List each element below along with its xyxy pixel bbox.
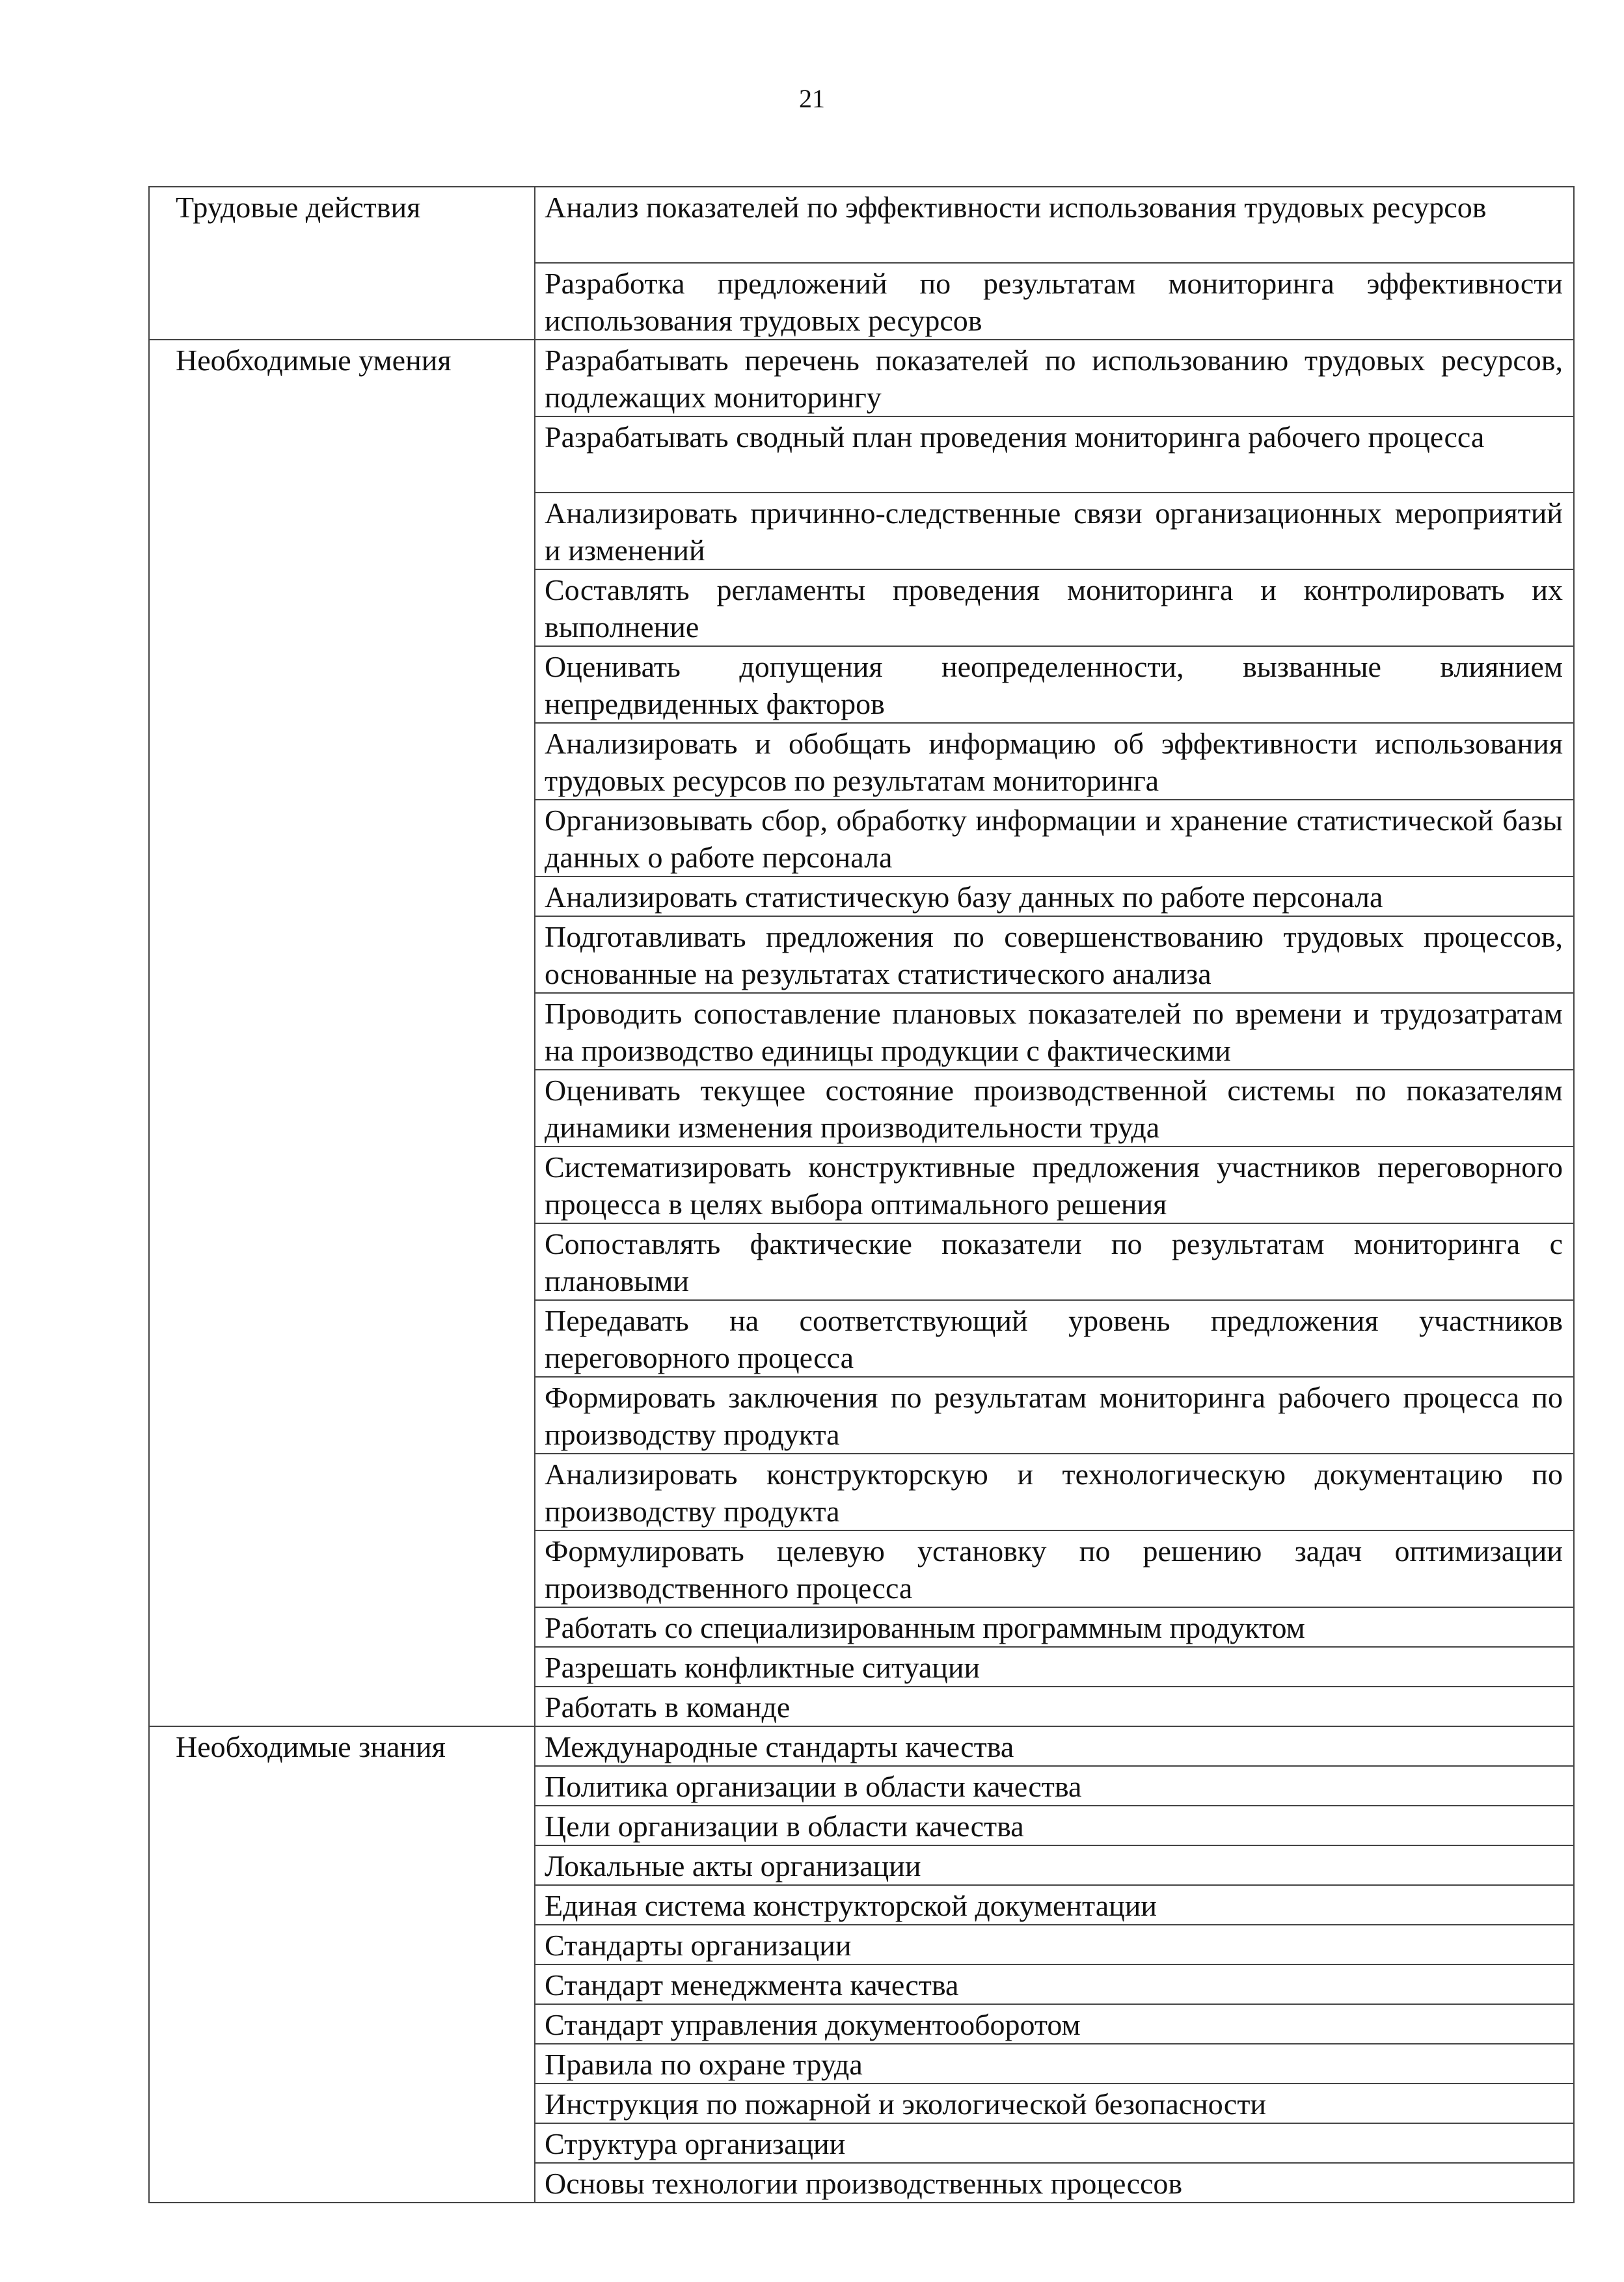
section-label-labor-actions: Трудовые действия bbox=[149, 187, 535, 340]
table-cell: Разработка предложений по результатам мониторинга эффективности использования трудовых ресурсов bbox=[535, 263, 1574, 340]
table-cell: Работать в команде bbox=[535, 1687, 1574, 1726]
table-cell: Разрабатывать перечень показателей по использованию трудовых ресурсов, подлежащих мониторингу bbox=[535, 340, 1574, 416]
table-cell: Стандарт менеджмента качества bbox=[535, 1964, 1574, 2004]
table-cell: Формировать заключения по результатам мониторинга рабочего процесса по производству продукта bbox=[535, 1377, 1574, 1454]
table-cell: Передавать на соответствующий уровень предложения участников переговорного процесса bbox=[535, 1300, 1574, 1377]
table-cell: Анализ показателей по эффективности использования трудовых ресурсов bbox=[535, 187, 1574, 263]
table-cell: Подготавливать предложения по совершенствованию трудовых процессов, основанные на результатах статистического анализа bbox=[535, 916, 1574, 993]
section-label-required-knowledge: Необходимые знания bbox=[149, 1726, 535, 2203]
table-cell: Локальные акты организации bbox=[535, 1845, 1574, 1885]
table-cell: Стандарт управления документооборотом bbox=[535, 2004, 1574, 2044]
table-cell: Составлять регламенты проведения мониторинга и контролировать их выполнение bbox=[535, 569, 1574, 646]
table-cell: Проводить сопоставление плановых показателей по времени и трудозатратам на производство единицы продукции с фактическими bbox=[535, 993, 1574, 1070]
table-cell: Политика организации в области качества bbox=[535, 1766, 1574, 1806]
table-cell: Правила по охране труда bbox=[535, 2044, 1574, 2084]
qualification-table bbox=[148, 186, 1575, 2203]
table-cell: Основы технологии производственных процессов bbox=[535, 2163, 1574, 2203]
table-cell: Оценивать допущения неопределенности, вызванные влиянием непредвиденных факторов bbox=[535, 646, 1574, 723]
table-row bbox=[149, 1726, 1574, 1766]
table-cell: Оценивать текущее состояние производственной системы по показателям динамики изменения производительности труда bbox=[535, 1070, 1574, 1147]
table-cell: Сопоставлять фактические показатели по результатам мониторинга с плановыми bbox=[535, 1223, 1574, 1300]
table-cell: Инструкция по пожарной и экологической безопасности bbox=[535, 2084, 1574, 2123]
section-label-required-skills: Необходимые умения bbox=[149, 340, 535, 1726]
table-cell: Анализировать и обобщать информацию об эффективности использования трудовых ресурсов по результатам мониторинга bbox=[535, 723, 1574, 800]
table-cell: Разрешать конфликтные ситуации bbox=[535, 1647, 1574, 1687]
table-cell: Международные стандарты качества bbox=[535, 1726, 1574, 1766]
table-row bbox=[149, 340, 1574, 416]
table-cell: Анализировать статистическую базу данных по работе персонала bbox=[535, 876, 1574, 916]
page-number: 21 bbox=[799, 84, 825, 113]
table-row bbox=[149, 187, 1574, 263]
table-cell: Организовывать сбор, обработку информации и хранение статистической базы данных о работе персонала bbox=[535, 800, 1574, 876]
table-cell: Стандарты организации bbox=[535, 1925, 1574, 1964]
table-cell: Систематизировать конструктивные предложения участников переговорного процесса в целях выбора оптимального решения bbox=[535, 1147, 1574, 1223]
table-cell: Структура организации bbox=[535, 2123, 1574, 2163]
table-cell: Формулировать целевую установку по решению задач оптимизации производственного процесса bbox=[535, 1530, 1574, 1607]
table-cell: Анализировать причинно-следственные связи организационных мероприятий и изменений bbox=[535, 493, 1574, 569]
table-cell: Единая система конструкторской документации bbox=[535, 1885, 1574, 1925]
table-cell: Анализировать конструкторскую и технологическую документацию по производству продукта bbox=[535, 1454, 1574, 1530]
table-cell: Цели организации в области качества bbox=[535, 1806, 1574, 1845]
table-cell: Работать со специализированным программным продуктом bbox=[535, 1607, 1574, 1647]
table-cell: Разрабатывать сводный план проведения мониторинга рабочего процесса bbox=[535, 416, 1574, 493]
